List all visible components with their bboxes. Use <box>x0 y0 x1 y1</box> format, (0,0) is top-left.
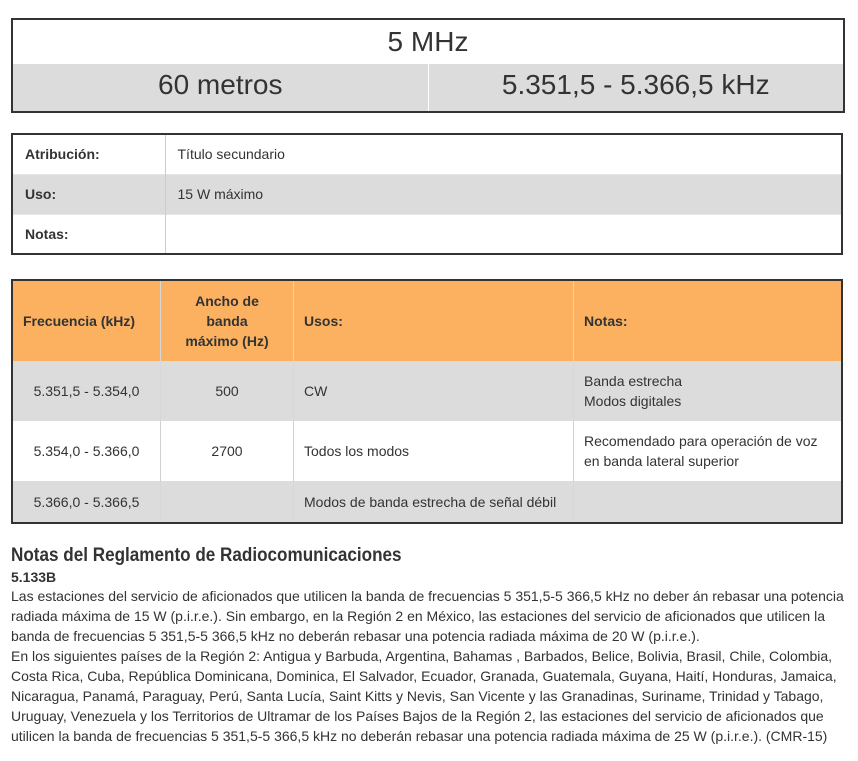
table-row <box>12 421 842 481</box>
cell-uses: Todos los modos <box>294 421 574 481</box>
band-range: 5.351,5 - 5.366,5 kHz <box>428 64 844 111</box>
info-value: 15 W máximo <box>165 174 842 214</box>
cell-notes-line-1: Banda estrecha <box>584 373 683 389</box>
info-label: Uso: <box>12 174 165 214</box>
cell-frequency: 5.366,0 - 5.366,5 <box>12 481 161 523</box>
regulations-paragraph-1: Las estaciones del servicio de aficionados que utilicen la banda de frecuencias 5 351,5-5 366,5 kHz no deber án rebasar una potencia radiada máxima de 15 W (p.i.r.e.). Sin embargo, en la Región 2 en México, las estaciones del servicio de aficionados que utilicen la banda de frecuencias 5 351,5-5 366,5 kHz no deberán rebasar una potencia radiada máxima de 20 W (p.i.r.e.). <box>11 588 844 644</box>
cell-bandwidth: 2700 <box>161 421 294 481</box>
info-label: Atribución: <box>12 134 165 174</box>
regulations-title: Notas del Reglamento de Radiocomunicaciones <box>11 545 402 566</box>
frequency-table-header <box>12 280 842 361</box>
cell-frequency: 5.351,5 - 5.354,0 <box>12 361 161 421</box>
cell-uses: CW <box>294 361 574 421</box>
band-info-table <box>11 133 843 255</box>
regulations-code: 5.133B <box>11 569 57 585</box>
info-row-notes <box>12 214 842 254</box>
info-value <box>165 214 842 254</box>
regulations-paragraph-2: En los siguientes países de la Región 2: Antigua y Barbuda, Argentina, Bahamas , Barbados, Belice, Bolivia, Brasil, Chile, Colombia, Costa Rica, Cuba, República Dominicana, Dominica, El Salvador, Ecuador, Granada, Guatemala, Guyana, Haití, Honduras, Jamaica, Nicaragua, Panamá, Paraguay, Perú, Santa Lucía, Saint Kitts y Nevis, San Vicente y las Granadinas, Suriname, Trinidad y Tabago, Uruguay, Venezuela y los Territorios de Ultramar de los Países Bajos de la Región 2, las estaciones del servicio de aficionados que utilicen la banda de frecuencias 5 351,5-5 366,5 kHz no deberán rebasar una potencia radiada máxima de 25 W (p.i.r.e.). (CMR-15) <box>11 648 837 744</box>
cell-bandwidth <box>161 481 294 523</box>
header-notes: Notas: <box>574 280 843 361</box>
table-row <box>12 481 842 523</box>
cell-notes <box>574 481 843 523</box>
cell-bandwidth: 500 <box>161 361 294 421</box>
info-value: Título secundario <box>177 146 285 163</box>
band-summary-row <box>13 64 843 111</box>
info-label: Notas: <box>12 214 165 254</box>
cell-notes <box>574 421 843 481</box>
table-row <box>12 361 842 421</box>
regulations-notes <box>11 544 847 746</box>
cell-notes-line-2: Modos digitales <box>584 393 682 409</box>
header-bandwidth-line-2: banda <box>206 313 248 329</box>
header-bandwidth-line-1: Ancho de <box>195 293 259 309</box>
band-header <box>11 18 845 113</box>
band-title: 5 MHz <box>13 20 843 64</box>
cell-notes-line-2: en banda lateral superior <box>584 453 739 469</box>
cell-uses: Modos de banda estrecha de señal débil <box>294 481 574 523</box>
frequency-table <box>11 279 843 524</box>
band-wavelength: 60 metros <box>158 69 283 100</box>
cell-notes <box>574 361 843 421</box>
header-bandwidth <box>161 280 294 361</box>
cell-frequency: 5.354,0 - 5.366,0 <box>12 421 161 481</box>
info-row-usage <box>12 174 842 214</box>
header-frequency: Frecuencia (kHz) <box>12 280 161 361</box>
header-uses: Usos: <box>294 280 574 361</box>
header-bandwidth-line-3: máximo (Hz) <box>185 333 269 349</box>
cell-notes-line-1: Recomendado para operación de voz <box>584 433 818 449</box>
info-row-attribution <box>12 134 842 174</box>
